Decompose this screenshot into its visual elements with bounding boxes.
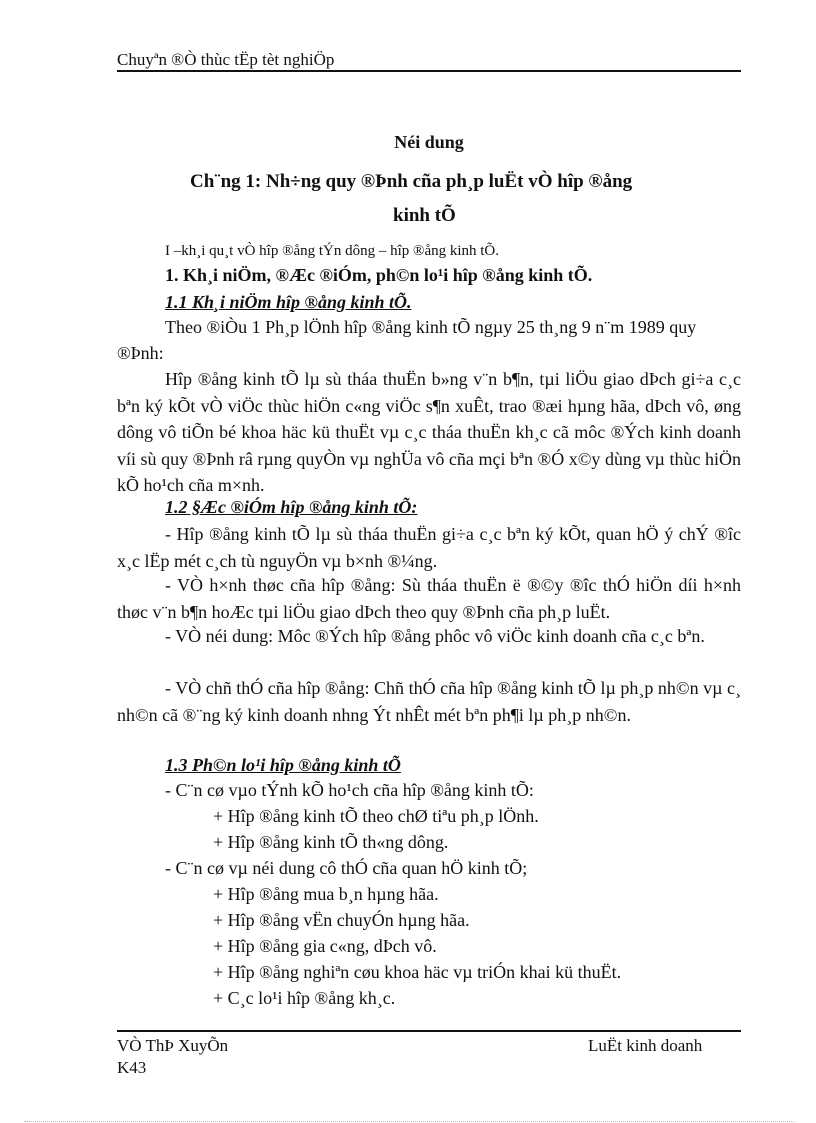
footer-author: VÒ ThÞ XuyÕn	[117, 1036, 229, 1055]
footer-rule	[117, 1030, 741, 1032]
section-i-heading: I –kh¸i qu¸t vÒ hîp ®ång tÝn dông – hîp ®ång kinh tÕ.	[165, 243, 500, 259]
footer-class: K43	[117, 1058, 147, 1077]
section-1-2-heading: 1.2 §Æc ®iÓm hîp ®ång kinh tÕ:	[165, 497, 418, 517]
paragraph-1-line2: ®Þnh:	[117, 343, 164, 363]
section-1-1-heading: 1.1 Kh¸i niÖm hîp ®ång kinh tÕ.	[165, 292, 412, 312]
classification-item: + Hîp ®ång vËn chuyÓn hµng hãa.	[213, 910, 470, 930]
classification-item: + C¸c lo¹i hîp ®ång kh¸c.	[213, 988, 396, 1008]
classification-item: + Hîp ®ång mua b¸n hµng hãa.	[213, 884, 439, 904]
paragraph-1-line1: Theo ®iÒu 1 Ph¸p lÖnh hîp ®ång kinh tÕ ngµy 25 th¸ng 9 n¨m 1989 quy	[165, 317, 697, 337]
classification-item: + Hîp ®ång kinh tÕ theo chØ tiªu ph¸p lÖnh.	[213, 806, 539, 826]
noi-dung-heading: Néi dung	[394, 132, 464, 152]
paragraph-characteristic-subject: - VÒ chñ thÓ cña hîp ®ång: Chñ thÓ cña hîp ®ång kinh tÕ lµ ph¸p nh©n vµ c¸ nh©n cã ®¨ng ký kinh doanh nhng Ýt nhÊt mét bªn ph¶i lµ ph¸p nh©n.	[117, 678, 741, 725]
section-1-3-heading: 1.3 Ph©n lo¹i hîp ®ång kinh tÕ	[165, 755, 401, 775]
classification-item: + Hîp ®ång kinh tÕ th«ng dông.	[213, 832, 449, 852]
paragraph-characteristic-form: - VÒ h×nh thøc cña hîp ®ång: Sù tháa thuËn ë ®©y ®îc thÓ hiÖn díi h×nh thøc v¨n b¶n hoÆc tµi liÖu giao dÞch theo quy ®Þnh cña ph¸p luËt.	[117, 575, 741, 622]
footer-department: LuËt kinh doanh	[588, 1036, 703, 1055]
header-rule	[117, 70, 741, 72]
section-1-heading: 1. Kh¸i niÖm, ®Æc ®iÓm, ph©n lo¹i hîp ®ång kinh tÕ.	[165, 265, 593, 285]
running-header: Chuyªn ®Ò thùc tËp tèt nghiÖp	[117, 50, 335, 69]
chapter-title-line2: kinh tÕ	[393, 205, 456, 226]
classification-item: + Hîp ®ång nghiªn cøu khoa häc vµ triÓn khai kü thuËt.	[213, 962, 622, 982]
page-edge-dots	[24, 1121, 794, 1122]
chapter-title-line1: Ch¨ng 1: Nh÷ng quy ®Þnh cña ph¸p luËt vÒ hîp ®ång	[190, 171, 633, 192]
paragraph-definition: Hîp ®ång kinh tÕ lµ sù tháa thuËn b»ng v¨n b¶n, tµi liÖu giao dÞch gi÷a c¸c bªn ký kÕt vÒ viÖc thùc hiÖn c«ng viÖc s¶n xuÊt, trao ®æi hµng hãa, dÞch vô, øng dông vô tiÕn bé khoa häc kü thuËt vµ c¸c tháa thuËn kh¸c cã môc ®Ých kinh doanh víi sù quy ®Þnh râ rµng quyÒn vµ nghÜa vô cña mçi bªn ®Ó x©y dùng vµ thùc hiÖn kÕ ho¹ch cña m×nh.	[117, 369, 741, 495]
classification-basis-2: - C¨n cø vµ néi dung cô thÓ cña quan hÖ kinh tÕ;	[165, 858, 528, 878]
classification-item: + Hîp ®ång gia c«ng, dÞch vô.	[213, 936, 437, 956]
classification-basis-1: - C¨n cø vµo tÝnh kÕ ho¹ch cña hîp ®ång kinh tÕ:	[165, 780, 534, 800]
paragraph-characteristic-1: - Hîp ®ång kinh tÕ lµ sù tháa thuËn gi÷a c¸c bªn ký kÕt, quan hÖ ý chÝ ®îc x¸c lËp mét c¸ch tù nguyÖn vµ b×nh ®¼ng.	[117, 524, 741, 571]
paragraph-characteristic-content: - VÒ néi dung: Môc ®Ých hîp ®ång phôc vô viÖc kinh doanh cña c¸c bªn.	[165, 626, 705, 646]
